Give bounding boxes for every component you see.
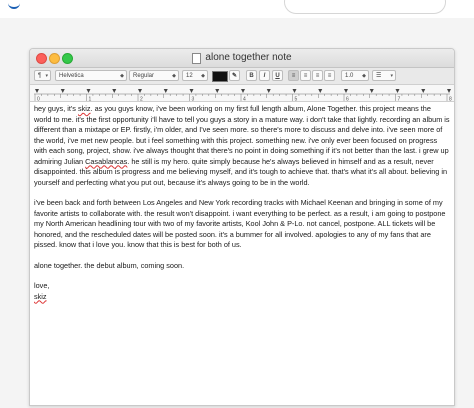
- title-bar: [30, 49, 454, 68]
- chevron-down-icon: ◆: [201, 73, 205, 79]
- paragraph-announcement: alone together. the debut album, coming soon.: [34, 260, 185, 270]
- tab-stop-marker[interactable]: [138, 89, 142, 93]
- ruler-label: 0: [37, 96, 40, 101]
- align-left-button[interactable]: [288, 70, 299, 81]
- window-title: alone together note: [205, 52, 292, 63]
- align-left-icon: ≡: [291, 73, 296, 79]
- search-box[interactable]: [284, 0, 446, 14]
- ruler-label: 6: [346, 96, 349, 101]
- font-style-label: Regular: [133, 73, 155, 79]
- paragraph-style-select[interactable]: [34, 70, 51, 81]
- ruler-label: 5: [294, 96, 298, 101]
- paragraph-tour: i've been back and forth between Los Angeles and New York recording tracks with Michael Keenan and bringing in some of my favorite artists to collaborate with. the result won't disappoint. i want everything to be perfect. as a result, i am going to postpone my North American headlining tour with two of my favorite artists, Kool John & P-Lo. not cancel, postpone. ALL tickets will be honored, and the rescheduled dates will be posted soon. it's a bummer for all involved. apologies to any of my fans that are pissed. know that i love you. know that this is best for both of us.: [34, 198, 446, 249]
- tab-stop-marker[interactable]: [396, 89, 400, 93]
- font-size-label: 12: [186, 73, 193, 79]
- line-spacing-select[interactable]: [341, 70, 369, 81]
- tab-stop-marker[interactable]: [293, 89, 297, 93]
- italic-button[interactable]: I: [259, 70, 270, 81]
- text-run: hey guys, it's: [34, 104, 78, 113]
- font-size-select[interactable]: [182, 70, 208, 81]
- highlight-color-button[interactable]: [229, 70, 240, 81]
- text-run: . as you guys know, i've been working on my first full length album, Alone Together. this project means the world to me. it's the first opportunity i'll have to tell you guys a story in a mature way. i don't take that lightly. recording an album is different than a mixtape or EP. firstly, i'm older, and I've seen more. so there's more to discuss and delve into. i've seen more of the world, i've met new people. but i feel something with this project. something new. i've only ever been focused on progress with each song, project, show. i've always thought that there's no point in doing something if it's not better than the last. i grew up admiring Julian: [34, 104, 450, 166]
- tab-stop-marker[interactable]: [87, 89, 91, 93]
- font-family-label: Helvetica: [59, 73, 84, 79]
- bold-button[interactable]: B: [246, 70, 257, 81]
- align-center-icon: ≡: [303, 73, 308, 79]
- misspelled-word: skiz: [77, 104, 91, 113]
- tab-stop-marker[interactable]: [267, 89, 271, 93]
- chevron-down-icon: ▾: [45, 73, 48, 79]
- signature: [34, 292, 450, 303]
- tab-stop-marker[interactable]: [112, 89, 116, 93]
- paragraph-style-label: ¶: [38, 73, 42, 79]
- justify-button[interactable]: [324, 70, 335, 81]
- font-style-select[interactable]: [129, 70, 179, 81]
- font-family-select[interactable]: [55, 70, 127, 81]
- signature-text: skiz: [34, 291, 47, 301]
- ruler-graphic: [30, 85, 454, 101]
- window-title-area: [30, 49, 454, 67]
- ruler-label: 8: [449, 96, 452, 101]
- page-header-strip: [0, 0, 474, 18]
- ruler-label: 7: [397, 96, 401, 101]
- ruler-label: 2: [140, 96, 143, 101]
- tab-stop-marker[interactable]: [241, 89, 245, 93]
- tab-stop-marker[interactable]: [421, 89, 425, 93]
- align-center-button[interactable]: [300, 70, 311, 81]
- tab-stop-marker[interactable]: [370, 89, 374, 93]
- ruler-label: 1: [88, 96, 92, 101]
- tab-stop-marker[interactable]: [190, 89, 194, 93]
- brand-mark: [8, 2, 20, 9]
- document-body[interactable]: [34, 104, 450, 302]
- chevron-down-icon: ◆: [172, 73, 176, 79]
- text-color-swatch[interactable]: [212, 71, 228, 82]
- align-right-icon: ≡: [315, 73, 320, 79]
- tab-stop-marker[interactable]: [318, 89, 322, 93]
- format-toolbar: [30, 68, 454, 85]
- pencil-icon: ✎: [231, 73, 238, 79]
- signoff: love,: [34, 281, 50, 290]
- align-right-button[interactable]: [312, 70, 323, 81]
- chevron-down-icon: ▾: [390, 73, 393, 79]
- tab-stop-marker[interactable]: [447, 89, 451, 93]
- paragraph-intro: [34, 104, 450, 188]
- tab-stop-marker[interactable]: [35, 89, 39, 93]
- tab-stop-marker[interactable]: [215, 89, 219, 93]
- list-style-select[interactable]: [372, 70, 396, 81]
- ruler: [30, 85, 454, 102]
- list-icon: ☰: [376, 73, 382, 79]
- underline-button[interactable]: U: [272, 70, 283, 81]
- line-spacing-label: 1.0: [345, 73, 354, 79]
- text-run: . he still is my hero. quite simply because he's always believed in himself and as a result, never disappointed. this album is progress and me believing myself, and it's tough to achieve that. that's what it's all about. believing in yourself and perfecting what you put out, because it's always going to be in the world.: [34, 156, 448, 187]
- textedit-window: [29, 48, 455, 406]
- tab-stop-marker[interactable]: [61, 89, 65, 93]
- chevron-down-icon: ◆: [362, 73, 366, 79]
- justify-icon: ≡: [327, 73, 332, 79]
- chevron-down-icon: ◆: [120, 73, 124, 79]
- ruler-label: 4: [243, 96, 246, 101]
- tab-stop-marker[interactable]: [344, 89, 348, 93]
- misspelled-word: Casablancas: [85, 156, 128, 166]
- ruler-label: 3: [191, 96, 195, 101]
- document-icon: [192, 53, 201, 64]
- tab-stop-marker[interactable]: [164, 89, 168, 93]
